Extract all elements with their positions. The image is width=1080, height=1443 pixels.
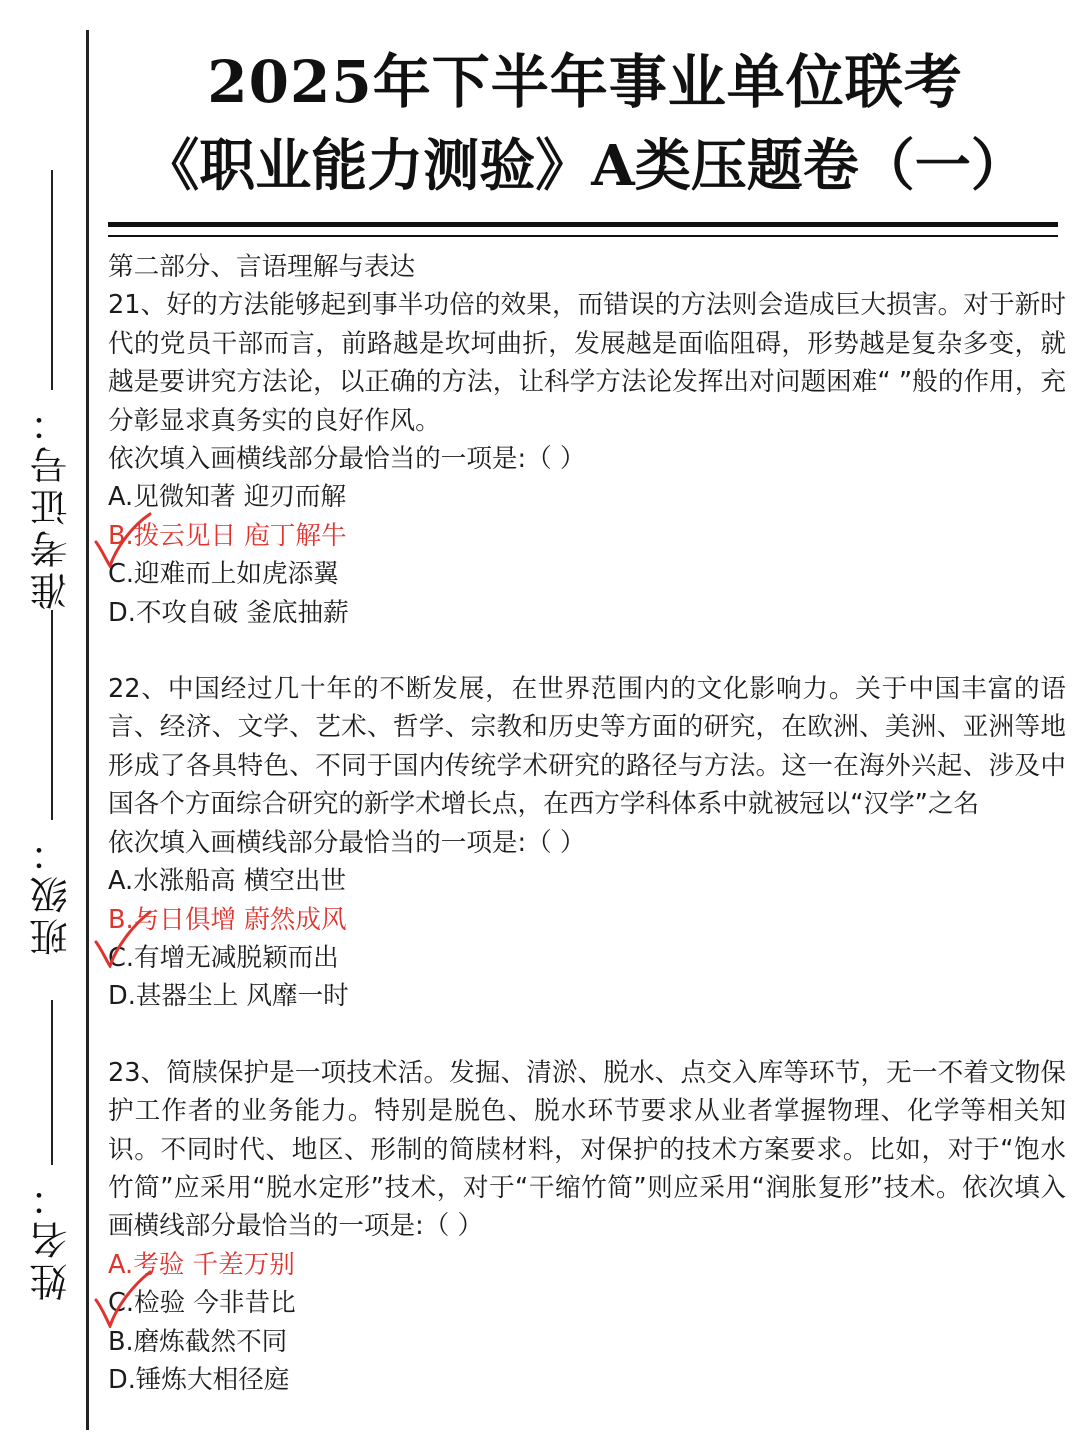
exam-id-label: 准考证号： [30,400,74,610]
binding-line [86,30,89,1430]
question-22-prompt: 依次填入画横线部分最恰当的一项是:（ ） [108,827,586,858]
question-21-stem: 21、好的方法能够起到事半功倍的效果，而错误的方法则会造成巨大损害。对于新时代的党员干部而言，前路越是坎坷曲折，发展越是面临阻碍，形势越是复杂多变，就越是要讲究方法论，以正确的方法，让科学方法论发挥出对问题困难“ ”般的作用，充分彰显求真务实的良好作风。 [108,290,1066,436]
class-field [20,610,84,956]
question-23-option-d: D.锤炼大相径庭 [108,1364,290,1395]
question-21-option-b: B.拨云见日 庖丁解牛 [108,520,347,551]
question-22-option-c: C.有增无减脱颖而出 [108,942,339,973]
question-21-prompt: 依次填入画横线部分最恰当的一项是:（ ） [108,444,586,475]
class-blank [51,610,53,820]
question-22-stem: 22、中国经过几十年的不断发展，在世界范围内的文化影响力。关于中国丰富的语言、经济、文学、艺术、哲学、宗教和历史等方面的研究，在欧洲、美洲、亚洲等地形成了各具特色、不同于国内传统学术研究的路径与方法。这一在海外兴起、涉及中国各个方面综合研究的新学术增长点，在西方学科体系中就被冠以“汉学”之名 [108,674,1066,820]
question-22-option-d: D.甚器尘上 风靡一时 [108,981,349,1012]
title-line-1: 2025年下半年事业单位联考 [207,48,963,116]
class-label: 班级： [30,830,74,956]
question-21-option-d: D.不攻自破 釜底抽薪 [108,597,349,628]
question-22-option-a: A.水涨船高 横空出世 [108,866,347,897]
title-rule-thick [108,222,1058,227]
name-blank [51,1000,53,1165]
title-line-2: 《职业能力测验》A类压题卷（一） [143,133,1027,199]
question-21-option-c: C.迎难而上如虎添翼 [108,559,339,590]
question-23-stem: 23、简牍保护是一项技术活。发掘、清淤、脱水、点交入库等环节，无一不着文物保护工作者的业务能力。特别是脱色、脱水环节要求从业者掌握物理、化学等相关知识。不同时代、地区、形制的简牍材料，对保护的技术方案要求。比如，对于“饱水竹简”应采用“脱水定形”技术，对于“干缩竹简”则应采用“润胀复形”技术。依次填入画横线部分最恰当的一项是:（ ） [108,1057,1066,1242]
question-23-option-c: C.检验 今非昔比 [108,1288,296,1319]
page-title [100,40,1070,208]
question-content [108,248,1066,1399]
spacer [108,632,1066,670]
question-23-option-b: B.磨炼截然不同 [108,1326,288,1357]
exam-id-field [20,170,84,610]
section-heading: 第二部分、言语理解与表达 [108,252,416,282]
title-rule-thin [108,235,1058,237]
question-21-option-a: A.见微知著 迎刃而解 [108,482,347,513]
name-field [20,1000,84,1301]
question-23-option-a: A.考验 千差万别 [108,1249,295,1280]
question-22-option-b: B.与日俱增 蔚然成风 [108,904,347,935]
name-label: 姓名： [30,1175,74,1301]
spacer [108,1016,1066,1054]
exam-id-blank [51,170,53,390]
